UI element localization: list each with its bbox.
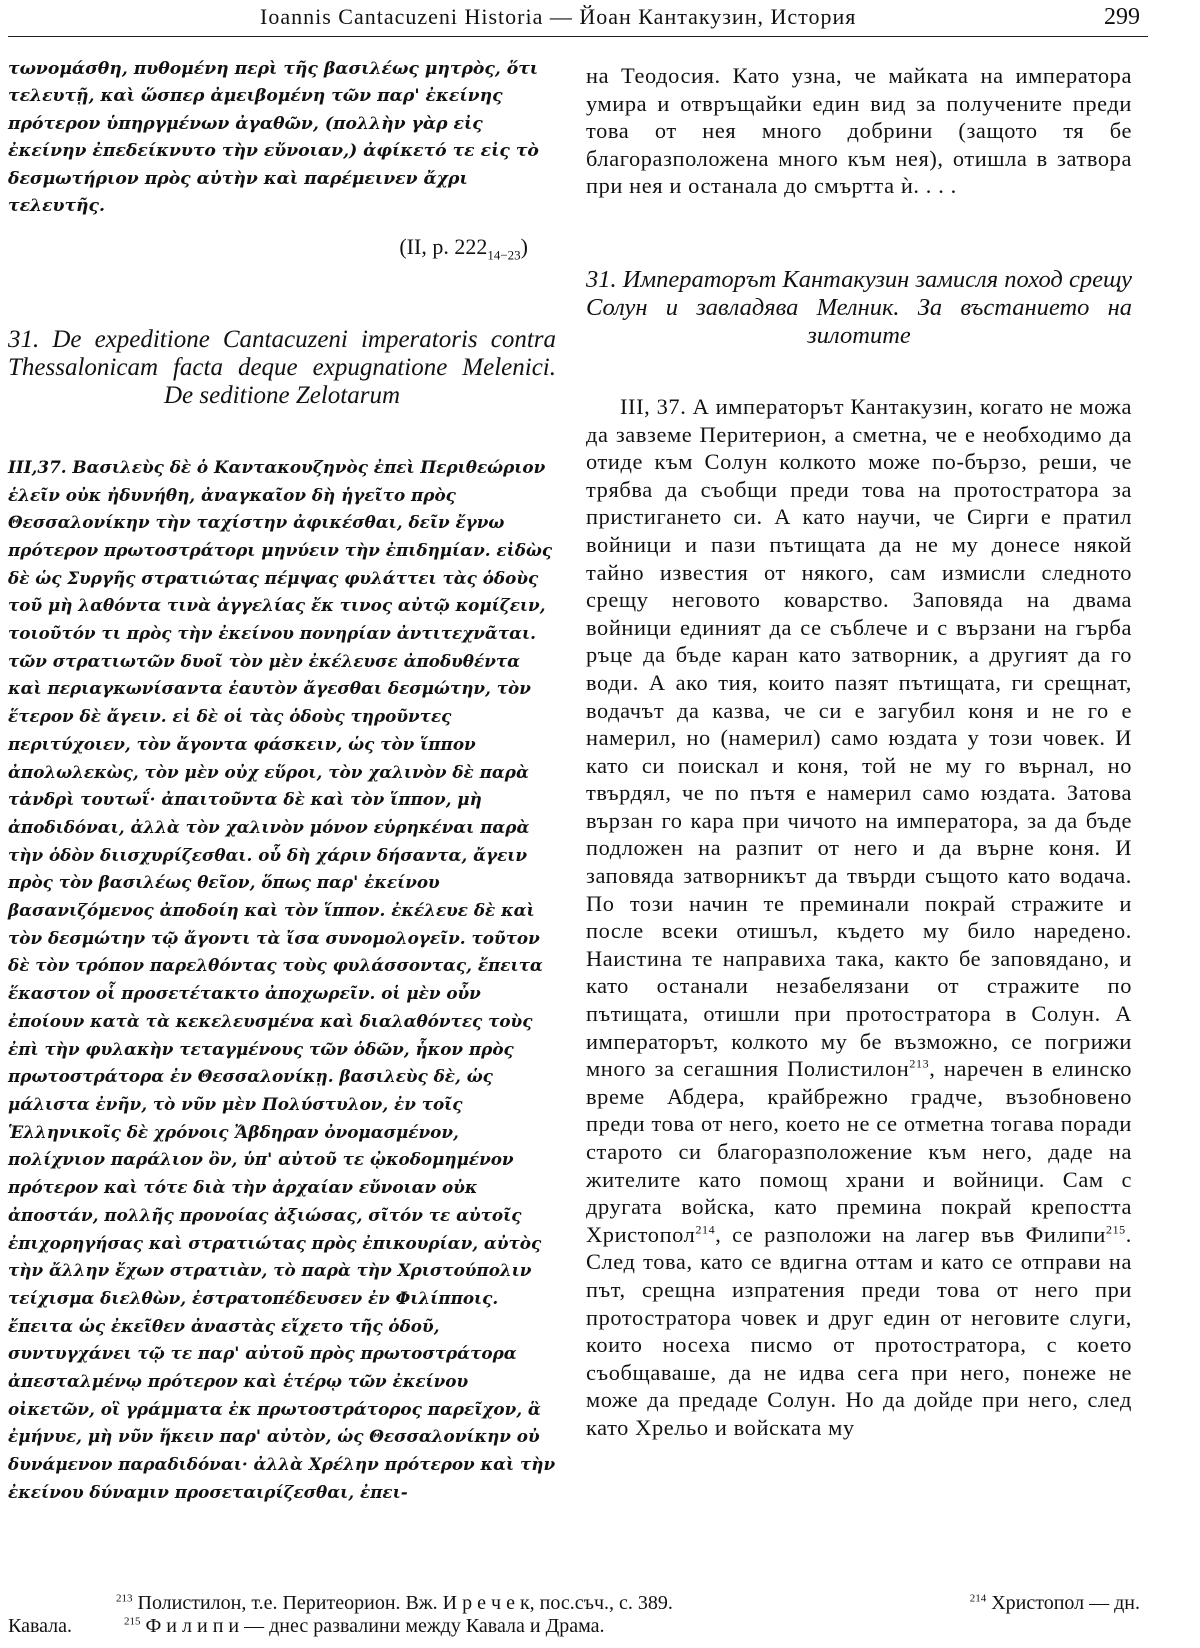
running-title: Ioannis Cantacuzeni Historia — Йоан Кантакузин, История xyxy=(260,4,857,29)
greek-paragraph-2: III,37. Βασιλεὺς δὲ ὁ Καντακουζηνὸς ἐπεὶ Περιθεώριον ἑλεῖν οὐκ ἠδυνήθη, ἀναγκαῖον δὴ ἡγεῖτο πρὸς Θεσσαλονίκην τὴν ταχίστην ἀφικέσθαι, δεῖν ἔγνω πρότερον πρωτοστράτορι μηνύειν τὴν ἐπιδημίαν. εἰδὼς δὲ ὡς Συργῆς στρατιώτας πέμψας φυλάττει τὰς ὁδοὺς τοῦ μὴ λαθόντα τινὰ ἀγγελίας ἔκ τινος αὐτῷ κομίζειν, τοιοῦτόν τι πρὸς τὴν ἐκείνου πονηρίαν ἀντιτεχνᾶται. τῶν στρατιωτῶν δυοῖ τὸν μὲν ἐκέλευσε ἀποδυθέντα καὶ περιαγκωνίσαντα ἑαυτὸν ἄγεσθαι δεσμώτην, τὸν ἕτερον δὲ ἄγειν. εἰ δὲ οἱ τὰς ὁδοὺς τηροῦντες περιτύχοιεν, τὸν ἄγοντα φάσκειν, ὡς τὸν ἵππον ἀπολωλεκὼς, τὸν μὲν οὐχ εὕροι, τὸν χαλινὸν δὲ παρὰ τἀνδρὶ τουτωΐ· ἀπαιτοῦντα δὲ καὶ τὸν ἵππον, μὴ ἀποδιδόναι, ἀλλὰ τὸν χαλινὸν μόνον εὑρηκέναι παρὰ τὴν ὁδὸν διισχυρίζεσθαι. οὗ δὴ χάριν δήσαντα, ἄγειν πρὸς τὸν βασιλέως θεῖον, ὅπως παρ' ἐκείνου βασανιζόμενος ἀποδοίη καὶ τὸν ἵππον. ἐκέλευε δὲ καὶ τὸν δεσμώτην τῷ ἄγοντι τὰ ἴσα συνομολογεῖν. τοῦτον δὲ τὸν τρόπον παρελθόντας τοὺς φυλάσσοντας, ἔπειτα ἕκαστον οἷ προσετέτακτο ἀποχωρεῖν. οἱ μὲν οὖν ἐποίουν κατὰ τὰ κεκελευσμένα καὶ διαλαθόντες τοὺς ἐπὶ τὴν φυλακὴν τεταγμένους τῶν ὁδῶν, ἧκον πρὸς πρωτοστράτορα ἐν Θεσσαλονίκῃ. βασιλεὺς δὲ, ὡς μάλιστα ἐνῆν, τὸ νῦν μὲν Πολύστυλον, ἐν τοῖς Ἑλληνικοῖς δὲ χρόνοις Ἄβδηραν ὀνομασμένον, πολίχνιον παράλιον ὂν, ὑπ' αὐτοῦ τε ᾠκοδομημένον πρότερον καὶ τότε διὰ τὴν ἀρχαίαν εὔνοιαν οὐκ ἀποστάν, πολλῆς προνοίας ἀξιώσας, σῖτόν τε αὐτοῖς ἐπιχορηγήσας καὶ στρατιώτας πρὸς ἐπικουρίαν, αὐτὸς τὴν ἄλλην ἔχων στρατιὰν, τὸ παρὰ τὴν Χριστούπολιν τείχισμα διελθὼν, ἐστρατοπέδευσεν ἐν Φιλίπποις. ἔπειτα ὡς ἐκεῖθεν ἀναστὰς εἴχετο τῆς ὁδοῦ, συντυγχάνει τῷ τε παρ' αὐτοῦ πρὸς πρωτοστράτορα ἀπεσταλμένῳ πρότερον καὶ ἑτέρῳ τῶν ἐκείνου οἰκετῶν, οἳ γράμματα ἐκ πρωτοστράτορος παρεῖχον, ἃ ἐμήνυε, μὴ νῦν ἥκειν παρ' αὐτὸν, ὡς Θεσσαλονίκην οὐ δυνάμενον παραδιδόναι· ἀλλὰ Χρέλην πρότερον καὶ τὴν ἐκείνου δύναμιν προσεταιρίζεσθαι, ἐπει- xyxy=(8,456,556,1502)
bulgarian-body xyxy=(586,393,1132,1442)
footnote-215 xyxy=(124,1615,605,1638)
footnote-213-text: Полистилон, т.е. Перитеорион. Вж. И р е ч е к, пос.съч., с. 389. xyxy=(132,1592,673,1614)
footnote-214 xyxy=(970,1592,1140,1615)
greek-column xyxy=(8,56,556,1507)
citation-suffix: ) xyxy=(520,234,528,260)
page-header xyxy=(8,2,1148,34)
greek-paragraph-1: τωνομάσθη, πυθομένη περὶ τῆς βασιλέως μητρὸς, ὅτι τελευτῇ, καὶ ὥσπερ ἀμειβομένη τῶν παρ' ἐκείνης πρότερον ὑπηργμένων ἀγαθῶν, (πολλὴν γὰρ εἰς ἐκείνην ἐπεδείκνυτο τὴν εὔνοιαν,) ἀφίκετό τε εἰς τὸ δεσμωτήριον πρὸς αὐτὴν καὶ παρέμεινεν ἄχρι τελευτῆς. xyxy=(8,59,539,217)
bulgarian-body-part-c: , се разположи на лагер във Филипи xyxy=(715,1221,1106,1247)
page-number: 299 xyxy=(1104,4,1140,30)
citation-prefix: (II, p. 222 xyxy=(399,234,488,260)
footnote-214-number: 214 xyxy=(969,1592,987,1605)
footnote-ref-213: 213 xyxy=(909,1056,930,1071)
footnote-line-2 xyxy=(8,1615,1148,1638)
header-rule xyxy=(8,36,1148,37)
footnote-214-text: Христопол — дн. xyxy=(986,1592,1140,1614)
bulgarian-heading: 31. Императорът Кантакузин замисля поход срещу Солун и завладява Мелник. За въстанието на зилотите xyxy=(586,265,1132,349)
footnotes xyxy=(8,1592,1148,1638)
footnote-line-1 xyxy=(8,1592,1148,1615)
bulgarian-body-part-b: , наречен в елинско време Абдера, крайбрежно градче, възобновено преди това от него, което не се отметна тогава поради старото си благоразположение към него, даде на жителите като помощ храни и войници. Сам с другата войска, като премина покрай крепостта Христопол xyxy=(586,1056,1132,1247)
bulgarian-paragraph-1: на Теодосия. Като узна, че майката на императора умира и отвръщайки един вид за получените преди това от нея много добрини (защото тя бе благоразположена много към нея), отишла в затвора при нея и останала до смъртта ѝ. . . . xyxy=(586,63,1132,199)
footnote-213-number: 213 xyxy=(116,1592,133,1605)
footnote-ref-215: 215 xyxy=(1105,1222,1126,1237)
footnote-215-number: 215 xyxy=(124,1615,141,1628)
bulgarian-body-part-a: III, 37. А императорът Кантакузин, когато не можа да завземе Перитерион, а сметна, че е необходимо да отиде към Солун колкото може по-бързо, реши, че трябва да съобщи преди това на протостратора за пристигането си. А като научи, че Сирги е пратил войници и пази пътищата да не му донесе някой тайно известия от някого, сам измисли следното срещу неговото коварство. Заповяда на двама войници единият да се съблече и с вързани на гърба ръце да бъде каран като затворник, а другият да го води. А ако тия, които пазят пътищата, ги срещнат, водачът да казва, че си е загубил коня и не го е намерил, но (намерил) само юздата у този човек. И като си поискал и коня, той не му го върнал, но твърдял, че по пътя е намерил само юздата. Затова вързан го кара при чичото на императора, за да бъде подложен на разпит от него и да върне коня. И заповяда затворникът да твърди същото като водача. По този начин те преминали покрай стражите и после всеки отишъл, където му било наредено. Наистина те направиха така, както бе заповядано, и като останали незабелязани от стражите по пътищата, отишли при протостратора в Солун. А императорът, колкото му бе възможно, се погрижи много за сегашния Полистилон xyxy=(586,393,1132,1082)
footnote-213 xyxy=(116,1592,673,1615)
footnote-ref-214: 214 xyxy=(695,1222,716,1237)
citation-lines: 14−23 xyxy=(487,247,521,263)
bulgarian-body-part-d: . След това, като се вдигна оттам и като се отправи на път, срещна изпратения преди това от него при протостратора човек и друг един от неговите слуги, които носеха писмо от протостратора, с което съобщаваше, да не идва сега при него, понеже не може да предаде Солун. Но да дойде при него, след като Хрельо и войската му xyxy=(586,1221,1132,1440)
footnote-214-continuation: Кавала. xyxy=(8,1615,73,1637)
latin-heading: 31. De expeditione Cantacuzeni imperatoris contra Thessalonicam facta deque expugnatione Melenici. De seditione Zelotarum xyxy=(8,325,556,409)
citation xyxy=(8,234,528,263)
footnote-215-text: Ф и л и п и — днес развалини между Кавала и Драма. xyxy=(140,1615,605,1637)
bulgarian-column xyxy=(586,62,1132,1442)
